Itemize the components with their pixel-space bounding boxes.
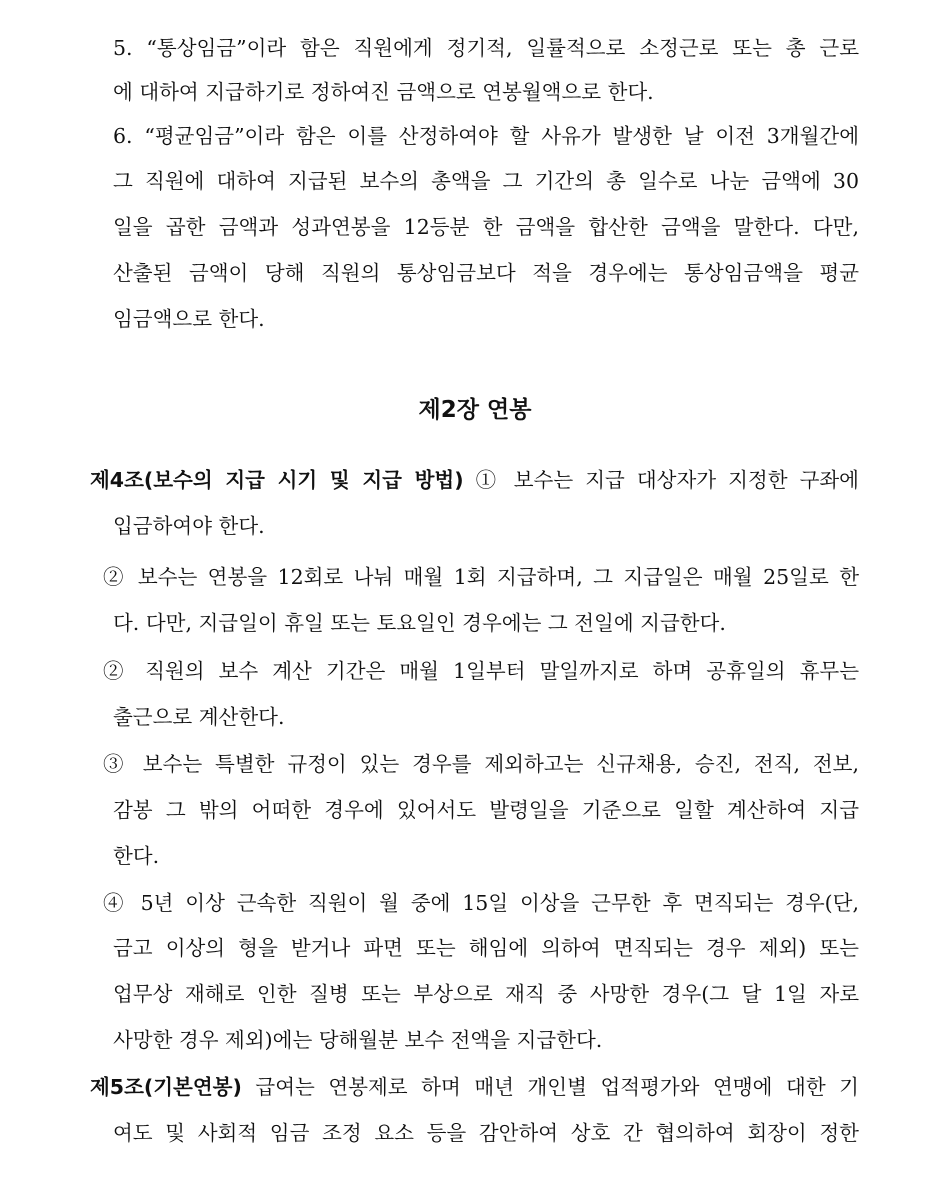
article-4-p5-line-4: 사망한 경우 제외)에는 당해월분 보수 전액을 지급한다. bbox=[113, 1028, 603, 1052]
item-5-line-2: 에 대하여 지급하기로 정하여진 금액으로 연봉월액으로 한다. bbox=[113, 80, 654, 104]
item-6-line-5: 임금액으로 한다. bbox=[113, 307, 265, 331]
article-5-text-line-2: 여도 및 사회적 임금 조정 요소 등을 감안하여 상호 간 협의하여 회장이 정한 bbox=[113, 1121, 859, 1145]
article-5-line-1 bbox=[90, 1072, 859, 1102]
item-6-line-4: 산출된 금액이 당해 직원의 통상임금보다 적을 경우에는 통상임금액을 평균 bbox=[113, 261, 859, 285]
article-4-p5-line-3: 업무상 재해로 인한 질병 또는 부상으로 재직 중 사망한 경우(그 달 1일 자로 bbox=[113, 982, 859, 1006]
article-4-p3-line-1: ② 직원의 보수 계산 기간은 매월 1일부터 말일까지로 하며 공휴일의 휴무는 bbox=[103, 659, 859, 683]
article-4-title: 제4조(보수의 지급 시기 및 지급 방법) bbox=[90, 468, 464, 492]
article-4-p1-line-2: 입금하여야 한다. bbox=[113, 514, 265, 538]
article-4-p2-line-1: ② 보수는 연봉을 12회로 나눠 매월 1회 지급하며, 그 지급일은 매월 25일로 한 bbox=[103, 565, 859, 589]
article-4-p5-line-1: ④ 5년 이상 근속한 직원이 월 중에 15일 이상을 근무한 후 면직되는 경우(단, bbox=[103, 891, 859, 915]
item-5-line-1: 5. “통상임금”이라 함은 직원에게 정기적, 일률적으로 소정근로 또는 총 근로 bbox=[113, 36, 859, 60]
article-4-p5-line-2: 금고 이상의 형을 받거나 파면 또는 해임에 의하여 면직되는 경우 제외) 또는 bbox=[113, 936, 859, 960]
article-4-p4-line-3: 한다. bbox=[113, 844, 160, 868]
item-6-line-1: 6. “평균임금”이라 함은 이를 산정하여야 할 사유가 발생한 날 이전 3개월간에 bbox=[113, 124, 859, 148]
article-4-p4-line-1: ③ 보수는 특별한 규정이 있는 경우를 제외하고는 신규채용, 승진, 전직, 전보, bbox=[103, 752, 859, 776]
article-5-text-line-1: 급여는 연봉제로 하며 매년 개인별 업적평가와 연맹에 대한 기 bbox=[255, 1075, 859, 1099]
chapter-2-heading: 제2장 연봉 bbox=[418, 397, 532, 423]
article-4-p2-line-2: 다. 다만, 지급일이 휴일 또는 토요일인 경우에는 그 전일에 지급한다. bbox=[113, 611, 726, 635]
article-4-p4-line-2: 감봉 그 밖의 어떠한 경우에 있어서도 발령일을 기준으로 일할 계산하여 지급 bbox=[113, 798, 859, 822]
article-4-p3-line-2: 출근으로 계산한다. bbox=[113, 705, 285, 729]
item-6-line-3: 일을 곱한 금액과 성과연봉을 12등분 한 금액을 합산한 금액을 말한다. 다만, bbox=[113, 215, 859, 239]
article-4-line-1 bbox=[90, 465, 859, 495]
article-5-title: 제5조(기본연봉) bbox=[90, 1075, 242, 1099]
article-4-p1-line-1: ① 보수는 지급 대상자가 지정한 구좌에 bbox=[475, 468, 859, 492]
item-6-line-2: 그 직원에 대하여 지급된 보수의 총액을 그 기간의 총 일수로 나눈 금액에 30 bbox=[113, 169, 859, 193]
